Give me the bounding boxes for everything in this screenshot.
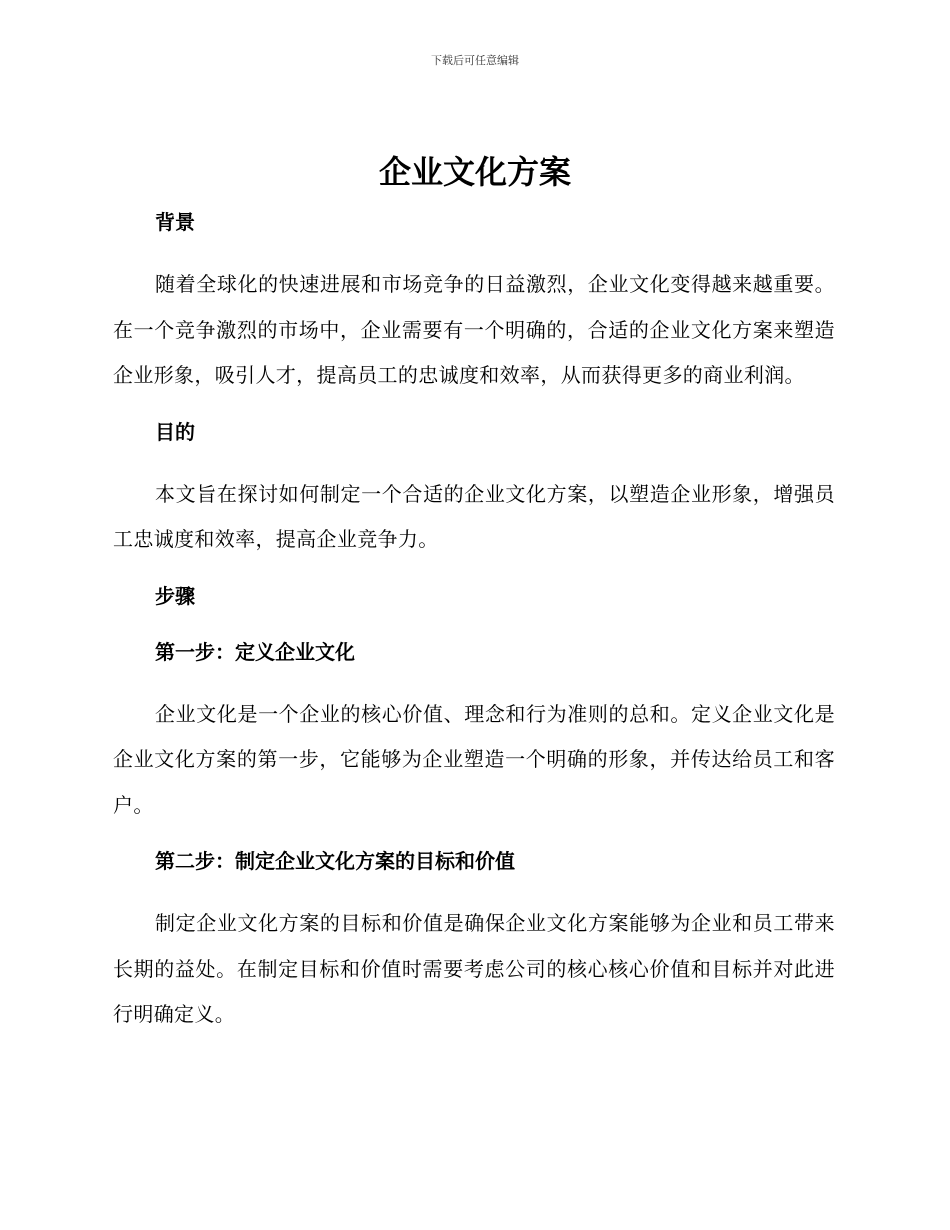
step2-heading: 第二步：制定企业文化方案的目标和价值 [155, 849, 515, 873]
paragraph-purpose: 本文旨在探讨如何制定一个合适的企业文化方案，以塑造企业形象，增强员工忠诚度和效率，提高企业竞争力。 [113, 481, 835, 551]
document-title: 企业文化方案 [378, 153, 571, 191]
document-body [113, 206, 835, 1038]
step2-paragraph: 制定企业文化方案的目标和价值是确保企业文化方案能够为企业和员工带来长期的益处。在制定目标和价值时需要考虑公司的核心核心价值和目标并对此进行明确定义。 [113, 911, 835, 1026]
paragraph-background: 随着全球化的快速进展和市场竞争的日益激烈，企业文化变得越来越重要。在一个竞争激烈的市场中，企业需要有一个明确的，合适的企业文化方案来塑造企业形象，吸引人才，提高员工的忠诚度和效率，从而获得更多的商业利润。 [113, 272, 835, 387]
section-purpose [113, 416, 835, 580]
section-steps [113, 580, 835, 1038]
section-heading-background: 背景 [155, 210, 195, 234]
section-heading-purpose: 目的 [155, 419, 195, 444]
section-heading-steps: 步骤 [155, 583, 195, 608]
step1-paragraph: 企业文化是一个企业的核心价值、理念和行为准则的总和。定义企业文化是企业文化方案的第一步，它能够为企业塑造一个明确的形象，并传达给员工和客户。 [113, 701, 835, 817]
step1-heading: 第一步：定义企业文化 [155, 639, 355, 664]
header-note: 下载后可任意编辑 [431, 54, 519, 67]
section-background [113, 206, 835, 416]
